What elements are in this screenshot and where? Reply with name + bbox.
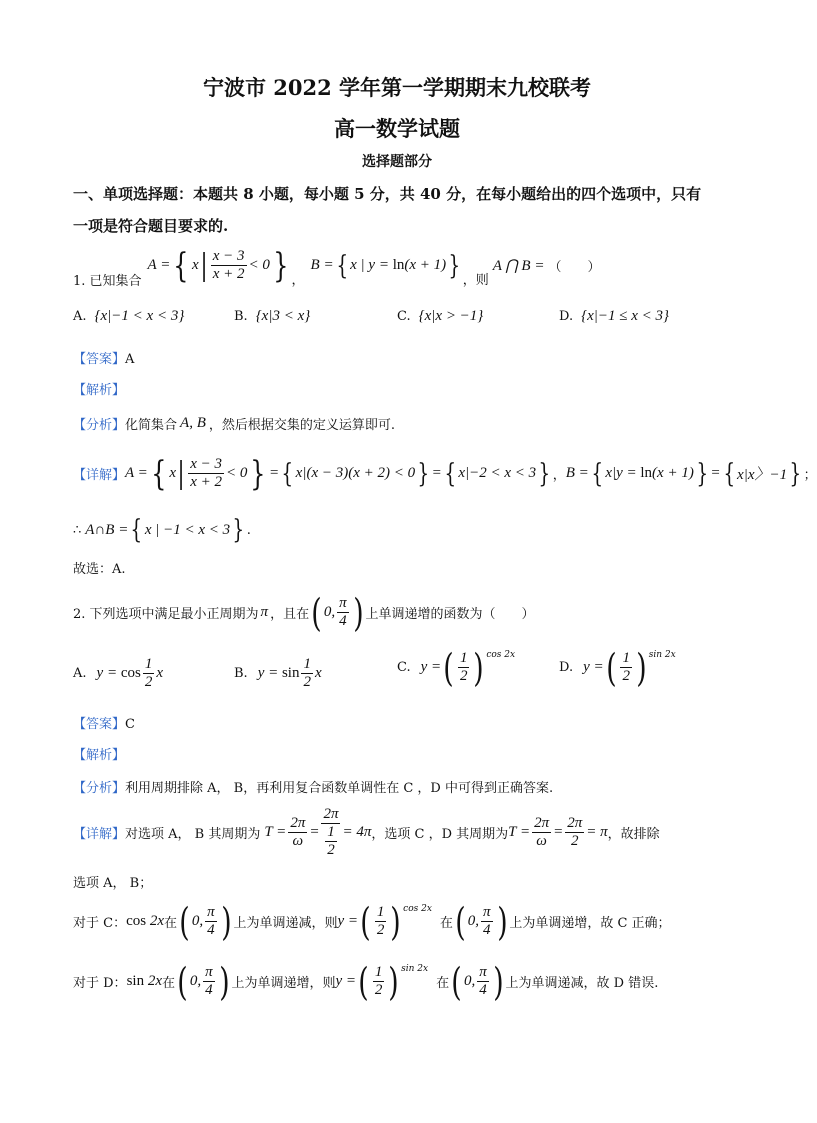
question-2-answer: 【答案】C: [73, 717, 135, 732]
exam-title: 宁波市 2022 学年第一学期期末九校联考: [202, 75, 592, 100]
question-1-option-b: B. {x|3 < x}: [234, 308, 311, 324]
exam-subtitle: 高一数学试题: [334, 116, 460, 141]
question-1-answer: 【答案】A: [73, 352, 135, 367]
part-heading: 选择题部分: [362, 154, 432, 170]
question-1-intersection: ∴ A∩B = { x | −1 < x < 3 } .: [73, 515, 251, 545]
question-2-stem: 2. 下列选项中满足最小正周期为 π ，且在 ( 0, $\frac{\pi}{4}$ ) 上单调递增的函数为（ ）: [73, 590, 535, 635]
question-2-option-a: A. y = cos $\frac{1}{2}$ x: [73, 656, 163, 690]
question-1-stem: 1. 已知集合 A = { x | $\frac{x - 3}{x + 2}$ < 0 } ， B = { x | y = ln(x + 1) } ，则 A ⋂ B = （ ）: [73, 245, 601, 289]
question-1-conclusion: 故选：A.: [73, 562, 126, 577]
question-1-option-a: A. {x|−1 < x < 3}: [73, 308, 185, 324]
question-1-fenxi: 【分析】 化简集合 A, B ，然后根据交集的定义运算即可.: [73, 415, 395, 433]
question-1-analysis-tag: 【解析】: [73, 383, 126, 398]
question-1-option-c: C. {x|x > −1}: [397, 308, 484, 324]
question-2-detail: 【详解】 对选项 A， B 其周期为 T = $\frac{2\pi}{\omega}$ = $\frac{2\pi}{\frac{1}{2}}$ = 4π ，选项 C ，D 其周期为 T = $\frac{2\pi}{\omega}$ = $\frac{2\pi}{2}$ = π ，故排除: [73, 806, 660, 858]
question-2-option-c: C. y = ( $\frac{1}{2}$ ) $^{cos 2x}$: [397, 645, 516, 690]
question-2-detail-cont: 选项 A， B；: [73, 876, 153, 891]
question-2-option-b: B. y = sin $\frac{1}{2}$ x: [234, 656, 322, 690]
question-2-case-c: 对于 C： cos 2x 在 ( 0, $\frac{\pi}{4}$ ) 上为单调递减，则 y = ( $\frac{1}{2}$ ) $^{cos 2x}$ 在 ( 0, $\frac{\pi}{4}$ ) 上为单调递增，故 C 正确；: [73, 899, 671, 944]
section-heading-line2: 一项是符合题目要求的.: [73, 217, 229, 235]
question-1-option-d: D. {x|−1 ≤ x < 3}: [559, 308, 670, 324]
question-2-option-d: D. y = ( $\frac{1}{2}$ ) $^{sin 2x}$: [559, 645, 676, 690]
question-1-detail: 【详解】 A = { x | $\frac{x - 3}{x + 2}$ < 0 } = { x|(x − 3)(x + 2) < 0 } = { x|−2 < x < 3 } ， B = { x|y = ln(x + 1) } = { x|x〉−1 } ；: [73, 453, 817, 494]
section-heading-line1: 一、单项选择题：本题共 8 小题，每小题 5 分，共 40 分，在每小题给出的四个选项中，只有: [73, 185, 702, 203]
question-2-analysis-tag: 【解析】: [73, 748, 126, 763]
question-2-case-d: 对于 D： sin 2x 在 ( 0, $\frac{\pi}{4}$ ) 上为单调递增，则 y = ( $\frac{1}{2}$ ) $^{sin 2x}$ 在 ( 0, $\frac{\pi}{4}$ ) 上为单调递减，故 D 错误.: [73, 959, 659, 1004]
question-2-fenxi: 【分析】 利用周期排除 A， B，再利用复合函数单调性在 C ，D 中可得到正确答案.: [73, 781, 554, 796]
